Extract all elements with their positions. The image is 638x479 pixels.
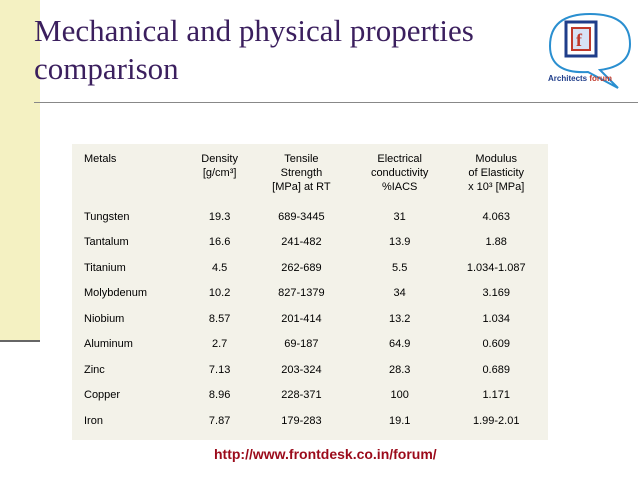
slide-title [34, 12, 574, 88]
forum-url-link[interactable]: http://www.frontdesk.co.in/forum/ [214, 446, 437, 462]
column-header-line: of Elasticity [468, 167, 525, 179]
column-header [448, 152, 544, 204]
property-value-cell: 28.3 [388, 363, 411, 376]
column-header [351, 152, 448, 204]
slide-title-line-1: Mechanical and physical properties [34, 13, 474, 48]
column-header-line: [MPa] at RT [272, 181, 331, 193]
title-divider [34, 102, 638, 103]
column-header-line: Modulus [475, 153, 517, 165]
metal-name-cell: Tungsten [84, 210, 130, 223]
property-value-cell: 203-324 [281, 363, 322, 376]
metal-name-cell: Tantalum [84, 236, 129, 249]
property-value-cell: 100 [390, 389, 409, 402]
property-value-cell: 689-3445 [278, 210, 325, 223]
logo-caption-architects: Architects [548, 74, 588, 83]
property-value-cell: 69-187 [284, 338, 319, 351]
table-body [78, 204, 544, 434]
property-value-cell: 0.609 [482, 338, 510, 351]
property-value-cell: 8.57 [208, 312, 231, 325]
property-value-cell: 13.9 [388, 236, 411, 249]
property-value-cell: 3.169 [482, 287, 510, 300]
table-row [78, 255, 544, 281]
table-row [78, 281, 544, 307]
property-value-cell: 64.9 [388, 338, 411, 351]
property-value-cell: 201-414 [281, 312, 322, 325]
property-value-cell: 5.5 [392, 261, 408, 274]
table-row [78, 357, 544, 383]
metal-name-cell: Molybdenum [84, 287, 147, 300]
column-header [78, 152, 187, 204]
property-value-cell: 13.2 [388, 312, 411, 325]
property-value-cell: 4.5 [211, 261, 228, 274]
metal-name-cell: Titanium [84, 261, 126, 274]
slide-title-line-2: comparison [34, 51, 179, 86]
column-header-line: Metals [84, 153, 117, 165]
property-value-cell: 19.3 [208, 210, 231, 223]
table-row [78, 383, 544, 409]
property-value-cell: 228-371 [281, 389, 322, 402]
table-row [78, 306, 544, 332]
property-value-cell: 241-482 [281, 236, 322, 249]
column-header-line: x 10³ [MPa] [468, 181, 525, 193]
property-value-cell: 1.99-2.01 [472, 414, 520, 427]
metal-name-cell: Iron [84, 414, 103, 427]
property-value-cell: 31 [393, 210, 406, 223]
column-header-line: conductivity [370, 167, 429, 179]
table-header-row [78, 152, 544, 204]
property-value-cell: 7.13 [208, 363, 231, 376]
column-header-line: Strength [280, 167, 323, 179]
metals-properties-table [78, 152, 544, 434]
column-header-line: Tensile [284, 153, 319, 165]
column-header [187, 152, 252, 204]
column-header-line: Density [201, 153, 238, 165]
left-accent-rule [0, 340, 40, 342]
table-row [78, 408, 544, 434]
property-value-cell: 827-1379 [278, 287, 325, 300]
logo-mark-letter: f [576, 30, 582, 50]
property-value-cell: 10.2 [208, 287, 231, 300]
column-header-line: [g/cm³] [202, 167, 237, 179]
property-value-cell: 34 [393, 287, 406, 300]
metal-name-cell: Zinc [84, 363, 105, 376]
logo-caption-forum: forum [589, 74, 613, 83]
metal-name-cell: Aluminum [84, 338, 133, 351]
metal-name-cell: Niobium [84, 312, 125, 325]
property-value-cell: 8.96 [208, 389, 231, 402]
property-value-cell: 262-689 [281, 261, 322, 274]
property-value-cell: 1.034 [482, 312, 510, 325]
property-value-cell: 19.1 [388, 414, 411, 427]
table-row [78, 230, 544, 256]
property-value-cell: 1.034-1.087 [466, 261, 526, 274]
property-value-cell: 7.87 [208, 414, 231, 427]
logo-caption [548, 74, 612, 83]
metal-name-cell: Copper [84, 389, 121, 402]
property-value-cell: 0.689 [482, 363, 510, 376]
property-value-cell: 16.6 [208, 236, 231, 249]
property-value-cell: 2.7 [211, 338, 228, 351]
column-header [252, 152, 351, 204]
property-value-cell: 179-283 [281, 414, 322, 427]
column-header-line: Electrical [377, 153, 422, 165]
table-row [78, 332, 544, 358]
property-value-cell: 1.88 [485, 236, 507, 249]
property-value-cell: 1.171 [482, 389, 510, 402]
table-row [78, 204, 544, 230]
property-value-cell: 4.063 [482, 210, 510, 223]
column-header-line: %IACS [381, 181, 418, 193]
